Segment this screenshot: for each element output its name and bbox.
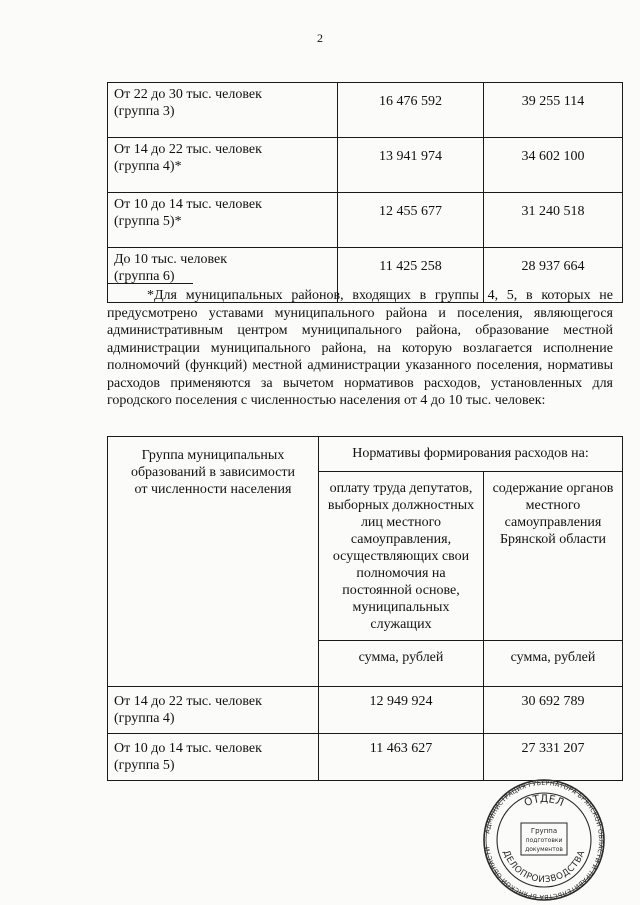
group-label: От 10 до 14 тыс. человек (группа 5) <box>108 734 319 781</box>
footnote-text: *Для муниципальных районов, входящих в группы 4, 5, в которых не предусмотрено уставами муниципального района и поселения, являющегося административным центром муниципального района, образование местной администрации муниципального района, на которую возлагается исполнение полномочий (функций) местной администрации указанного поселения, нормативы расходов применяются за вычетом нормативов расходов, установленных для городского поселения с численностью населения от 4 до 10 тыс. человек: <box>107 288 613 408</box>
labor-cost-value: 13 941 974 <box>338 138 484 193</box>
group-column-header: Группа муниципальных образований в зависимости от численности населения <box>108 437 319 687</box>
stamp-top-text: ОТДЕЛ <box>522 792 566 810</box>
maintenance-cost-header: содержание органов местного самоуправления Брянской области <box>484 472 623 641</box>
group-label: До 10 тыс. человек (группа 6) <box>108 248 338 303</box>
norms-table-reduced <box>107 436 623 781</box>
page-number: 2 <box>317 31 323 45</box>
official-stamp <box>482 778 606 902</box>
table-row <box>108 193 623 248</box>
svg-text:ОТДЕЛ <box>523 793 566 809</box>
maintenance-cost-value: 34 602 100 <box>484 138 623 193</box>
table-row <box>108 687 623 734</box>
labor-cost-value: 12 455 677 <box>338 193 484 248</box>
svg-text:ДЕЛОПРОИЗВОДСТВА <box>501 849 588 885</box>
maintenance-cost-value: 28 937 664 <box>484 248 623 303</box>
unit-label: сумма, рублей <box>484 641 623 687</box>
labor-cost-value: 11 425 258 <box>338 248 484 303</box>
group-label: От 22 до 30 тыс. человек (группа 3) <box>108 83 338 138</box>
maintenance-cost-value: 39 255 114 <box>484 83 623 138</box>
table-header-row <box>108 437 623 472</box>
stamp-center-line: документов <box>525 846 563 853</box>
footnote-separator <box>107 283 193 284</box>
stamp-outer-text: АДМИНИСТРАЦИЯ ГУБЕРНАТОРА БРЯНСКОЙ ОБЛАСТИ И ПРАВИТЕЛЬСТВА БРЯНСКОЙ ОБЛАСТИ <box>484 779 605 901</box>
table-row <box>108 83 623 138</box>
stamp-center-line: Группа <box>530 827 558 835</box>
labor-cost-value: 11 463 627 <box>319 734 484 781</box>
unit-label: сумма, рублей <box>319 641 484 687</box>
group-label: От 14 до 22 тыс. человек (группа 4) <box>108 687 319 734</box>
maintenance-cost-value: 27 331 207 <box>484 734 623 781</box>
group-label: От 10 до 14 тыс. человек (группа 5)* <box>108 193 338 248</box>
maintenance-cost-value: 30 692 789 <box>484 687 623 734</box>
table-row <box>108 138 623 193</box>
labor-cost-header: оплату труда депутатов, выборных должностных лиц местного самоуправления, осуществляющих свои полномочия на постоянной основе, муниципальных служащих <box>319 472 484 641</box>
norms-table-groups <box>107 82 623 303</box>
labor-cost-value: 12 949 924 <box>319 687 484 734</box>
maintenance-cost-value: 31 240 518 <box>484 193 623 248</box>
norms-header: Нормативы формирования расходов на: <box>319 437 623 472</box>
labor-cost-value: 16 476 592 <box>338 83 484 138</box>
stamp-center-line: подготовки <box>525 837 563 844</box>
stamp-bottom-text: ДЕЛОПРОИЗВОДСТВА <box>500 849 588 886</box>
table-row <box>108 734 623 781</box>
group-label: От 14 до 22 тыс. человек (группа 4)* <box>108 138 338 193</box>
